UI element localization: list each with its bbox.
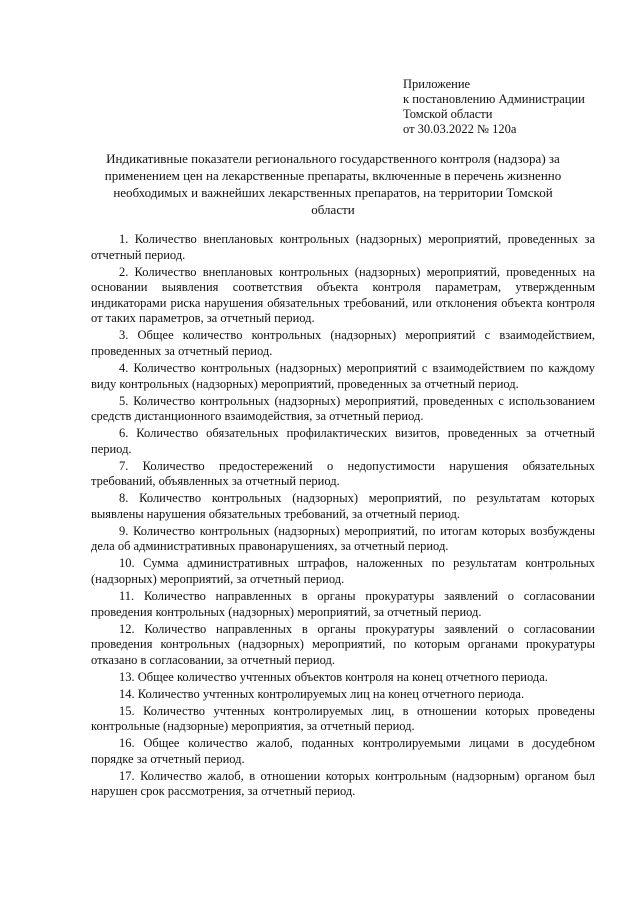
indicator-item: 16. Общее количество жалоб, поданных контролируемыми лицами в досудебном порядке за отчетный период. bbox=[91, 736, 595, 766]
indicator-item: 15. Количество учтенных контролируемых лиц, в отношении которых проведены контрольные (надзорные) мероприятия, за отчетный период. bbox=[91, 703, 595, 734]
indicator-list bbox=[91, 232, 595, 801]
indicator-item: 1. Количество внеплановых контрольных (надзорных) мероприятий, проведенных за отчетный период. bbox=[91, 232, 595, 262]
document-title: Индикативные показатели регионального государственного контроля (надзора) за применением цен на лекарственные препараты, включенные в перечень жизненно необходимых и важнейших лекарственных препаратов, на территории Томской области bbox=[104, 151, 562, 217]
indicator-item: 3. Общее количество контрольных (надзорных) мероприятий с взаимодействием, проведенных за отчетный период. bbox=[91, 328, 595, 358]
indicator-item: 5. Количество контрольных (надзорных) мероприятий, проведенных с использованием средств дистанционного взаимодействия, за отчетный период. bbox=[91, 393, 595, 424]
indicator-item: 14. Количество учтенных контролируемых лиц на конец отчетного периода. bbox=[119, 686, 525, 701]
appendix-line-2: к постановлению Администрации bbox=[403, 92, 585, 106]
indicator-item: 17. Количество жалоб, в отношении которых контрольным (надзорным) органом был нарушен срок рассмотрения, за отчетный период. bbox=[91, 768, 595, 799]
indicator-item: 11. Количество направленных в органы прокуратуры заявлений о согласовании проведения контрольных (надзорных) мероприятий, за отчетный период. bbox=[91, 588, 595, 619]
appendix-line-4: от 30.03.2022 № 120а bbox=[403, 122, 517, 136]
indicator-item: 8. Количество контрольных (надзорных) мероприятий, по результатам которых выявлены нарушения обязательных требований, за отчетный период. bbox=[91, 491, 595, 521]
appendix-line-3: Томской области bbox=[403, 107, 493, 121]
appendix-header bbox=[403, 77, 585, 137]
indicator-item: 2. Количество внеплановых контрольных (надзорных) мероприятий, проведенных на основании выявления соответствия объекта контроля параметрам, утвержденным индикаторами риска нарушения обязательных требований, или отклонения объекта контроля от таких параметров, за отчетный период. bbox=[91, 264, 595, 326]
appendix-line-1: Приложение bbox=[403, 77, 471, 91]
indicator-item: 6. Количество обязательных профилактических визитов, проведенных за отчетный период. bbox=[91, 426, 595, 456]
indicator-item: 4. Количество контрольных (надзорных) мероприятий с взаимодействием по каждому виду контрольных (надзорных) мероприятий, проведенных за отчетный период. bbox=[91, 360, 595, 391]
indicator-item: 10. Сумма административных штрафов, наложенных по результатам контрольных (надзорных) мероприятий, за отчетный период. bbox=[91, 556, 595, 586]
indicator-item: 13. Общее количество учтенных объектов контроля на конец отчетного периода. bbox=[119, 669, 548, 684]
indicator-item: 12. Количество направленных в органы прокуратуры заявлений о согласовании проведения контрольных (надзорных) мероприятий, по которым органами прокуратуры отказано в согласовании, за отчетный период. bbox=[91, 621, 595, 667]
indicator-item: 7. Количество предостережений о недопустимости нарушения обязательных требований, объявленных за отчетный период. bbox=[91, 458, 595, 489]
indicator-item: 9. Количество контрольных (надзорных) мероприятий, по итогам которых возбуждены дела об административных правонарушениях, за отчетный период. bbox=[91, 523, 595, 554]
